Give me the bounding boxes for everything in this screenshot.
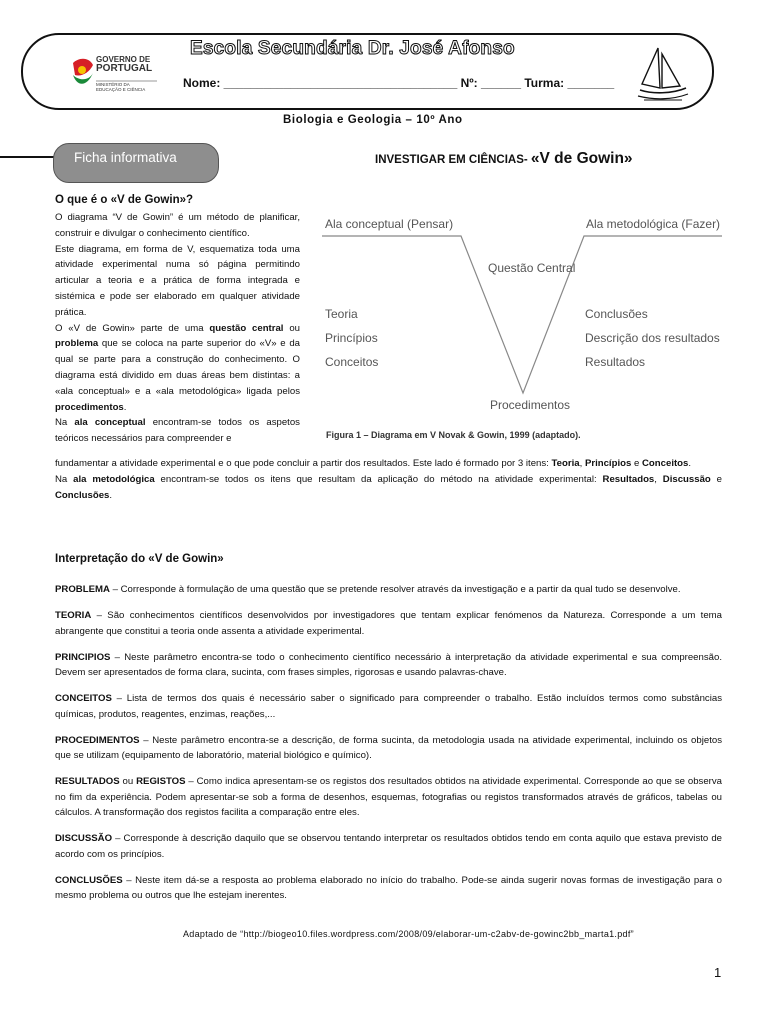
conceptual-wing-paragraph: fundamentar a atividade experimental e o que pode concluir a partir dos resultados. Este lado é formado por 3 itens: Teoria, Princípios e Conceitos. [55,458,692,469]
definition-item: RESULTADOS ou REGISTOS – Como indica apresentam-se os registos dos resultados obtidos na atividade experimental. Corresponde ao que se observa no fim da experiência. Podem apresentar-se sob a forma de desenhos, esquemas, fotografias ou registos transformados através de gráficos, tabelas ou cálculos. A transformação dos registos facilita a comparação entre eles. [55,776,722,818]
definition-item: CONCEITOS – Lista de termos dos quais é necessário saber o significado para compreender o trabalho. Estão incluídos termos como substâncias químicas, produtos, reagentes, enzimas, reações,... [55,693,722,720]
intro-paragraph-1: O diagrama “V de Gowin” é um método de planificar, construir e divulgar o conhecimento científico. [55,212,300,239]
diagram-right-item: Resultados [585,355,646,369]
interpretation-heading: Interpretação do «V de Gowin» [55,553,224,565]
left-rule [0,156,54,158]
interpretation-list [55,582,722,914]
diagram-right-title: Ala metodológica (Fazer) [586,217,721,231]
diagram-left-item: Conceitos [325,355,379,369]
diagram-bottom: Procedimentos [490,398,571,412]
government-logo-text: GOVERNO DE PORTUGAL [96,55,153,74]
intro-paragraph-4: Na ala conceptual encontram-se todos os aspetos teóricos necessários para compreender e [55,417,300,445]
definition-item: DISCUSSÃO – Corresponde à descrição daquilo que se observou tentando interpretar os resultados obtidos tendo em conta aquilo que estava previsto de acordo com os princípios. [55,833,722,860]
diagram-left-item: Princípios [325,331,378,345]
intro-heading: O que é o «V de Gowin»? [55,194,194,206]
intro-paragraph-2: Este diagrama, em forma de V, esquematiza toda uma atividade experimental numa só página permitindo articular a teoria e a prática de forma integrada e sistémica e pode ser elaborado em qualquer atividade prática. [55,243,300,318]
definition-item: PRINCIPIOS – Neste parâmetro encontra-se todo o conhecimento científico necessário à interpretação da atividade experimental e sua compreensão. Devem ser apresentados de forma clara, sucinta, com frases simples, rigorosas e usando palavras-chave. [55,651,722,678]
diagram-left-title: Ala conceptual (Pensar) [325,217,454,231]
definition-item: PROCEDIMENTOS – Neste parâmetro encontra-se a descrição, de forma sucinta, da metodologia usada na atividade experimental, incluindo os objetos que se utilizam (equipamento de laboratório, material biológico e químico). [55,734,722,761]
intro-paragraph-3: O «V de Gowin» parte de uma questão central ou problema que se coloca na parte superior do «V» e da qual se parte para a construção do conhecimento. O diagrama está dividido em duas áreas bem distintas: a «ala conceptual» e a «ala metodológica» ligada pelos procedimentos. [55,322,300,413]
v-gowin-diagram [318,205,728,445]
ficha-informativa-tab [53,143,219,183]
ministry-text: MINISTÉRIO DA EDUCAÇÃO E CIÊNCIA [96,82,146,92]
definition-item: PROBLEMA – Corresponde à formulação de uma questão que se pretende resolver através da investigação e a partir da qual tudo se desenvolve. [55,584,681,595]
school-emblem-icon [636,44,690,104]
figure-caption: Figura 1 – Diagrama em V Novak & Gowin, 1999 (adaptado). [326,430,581,440]
diagram-right-item: Conclusões [585,307,648,321]
intro-column [55,210,300,447]
document-title: INVESTIGAR EM CIÊNCIAS- «V de Gowin» [375,150,633,167]
page-number: 1 [714,965,722,980]
definition-item: TEORIA – São conhecimentos científicos desenvolvidos por investigadores que tentam explicar fenómenos da Natureza. Corresponde a um tema abrangente que constitui a teoria onde assenta a atividade experimental. [55,610,722,637]
diagram-right-item: Descrição dos resultados [585,331,720,345]
definition-item: CONCLUSÕES – Neste item dá-se a resposta ao problema elaborado no início do trabalho. Pode-se ainda sugerir novas formas de investigação para o mesmo problema ou outros que lhe estejam inerentes. [55,874,722,901]
subject-line: Biologia e Geologia – 10º Ano [283,114,463,126]
continuation-text [55,456,722,503]
methodological-wing-paragraph: Na ala metodológica encontram-se todos os itens que resultam da aplicação do método na atividade experimental: Resultados, Discussão e Conclusões. [55,473,722,501]
student-info-line: Nome: ___________________________________ Nº: ______ Turma: _______ [183,76,615,90]
diagram-left-item: Teoria [325,307,358,321]
ficha-label: Ficha informativa [74,150,177,165]
source-citation: Adaptado de “http://biogeo10.files.wordpress.com/2008/09/elaborar-um-c2abv-de-gowinc2bb_marta1.pdf” [183,929,634,939]
diagram-center: Questão Central [488,261,576,275]
school-name: Escola Secundária Dr. José Afonso [190,38,515,59]
